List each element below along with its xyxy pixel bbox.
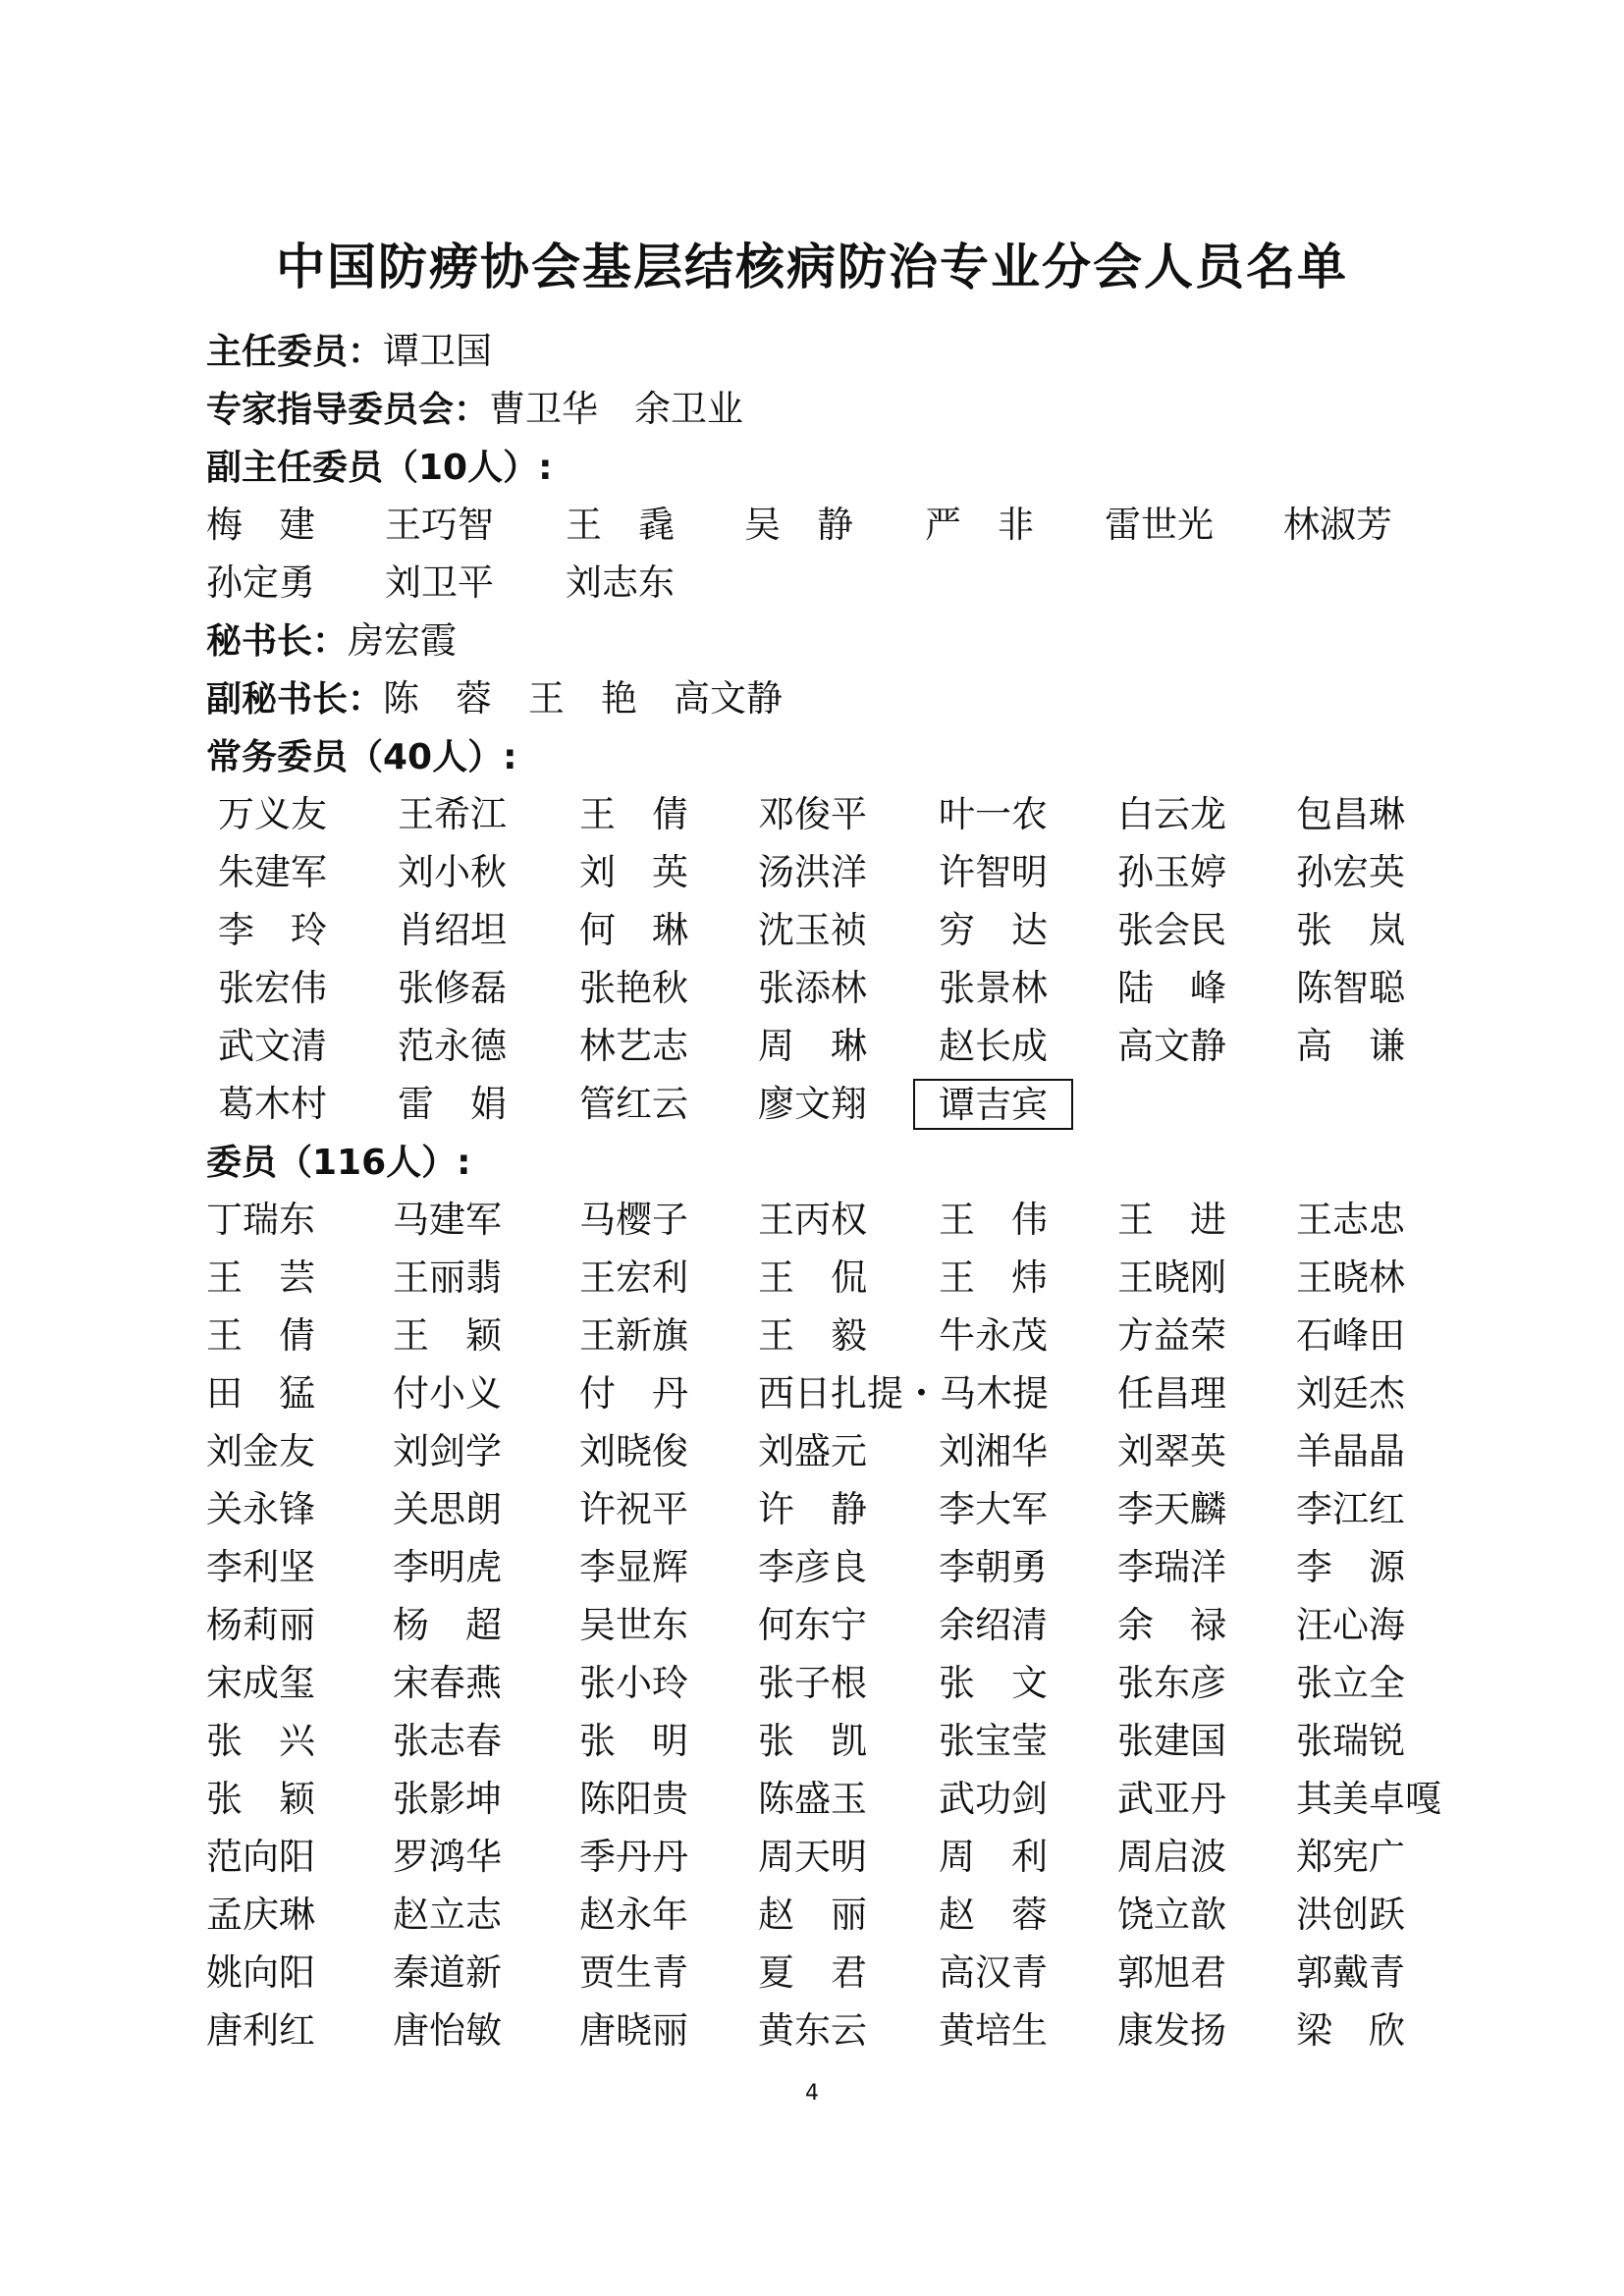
member-name: 王宏利 [579, 1256, 688, 1299]
member-name: 何东宁 [758, 1604, 867, 1646]
member-name: 赵立志 [393, 1894, 502, 1936]
member-name: 张小玲 [579, 1662, 688, 1704]
standing-member-name: 范永德 [398, 1025, 507, 1067]
expert-committee-label: 专家指导委员会： [206, 390, 490, 430]
standing-member-name: 刘小秋 [398, 851, 507, 893]
standing-member-name: 林艺志 [579, 1025, 688, 1067]
vice-directors-label: 副主任委员（10人）: [206, 448, 553, 488]
standing-member-name: 廖文翔 [758, 1083, 867, 1125]
member-name: 张宝莹 [939, 1720, 1048, 1762]
member-name: 李天麟 [1117, 1488, 1226, 1530]
member-name: 田 猛 [206, 1372, 315, 1415]
member-name: 余绍清 [939, 1604, 1048, 1646]
vice-director-name: 孙定勇 [206, 561, 315, 604]
page-title: 中国防痨协会基层结核病防治专业分会人员名单 [276, 238, 1348, 295]
standing-member-name: 陆 峰 [1117, 967, 1226, 1009]
standing-member-name: 孙玉婷 [1117, 851, 1226, 893]
page-number: 4 [805, 2081, 819, 2106]
standing-member-name: 张添林 [758, 967, 867, 1009]
member-name: 刘湘华 [939, 1430, 1048, 1472]
member-name: 张 凯 [758, 1720, 867, 1762]
member-name: 高汉青 [939, 1951, 1048, 1994]
member-name: 刘翠英 [1117, 1430, 1226, 1472]
member-name: 武亚丹 [1117, 1778, 1226, 1820]
member-name: 贾生青 [579, 1951, 688, 1994]
member-name: 宋成玺 [206, 1662, 315, 1704]
secretary-general-label: 秘书长： [206, 621, 349, 662]
member-name: 李彦良 [758, 1546, 867, 1588]
standing-member-name: 肖绍坦 [398, 909, 507, 951]
member-name: 汪心海 [1296, 1604, 1405, 1646]
member-name: 唐晓丽 [579, 2009, 688, 2052]
member-name: 赵永年 [579, 1894, 688, 1936]
standing-member-name: 张景林 [939, 967, 1048, 1009]
member-name: 黄培生 [939, 2009, 1048, 2052]
member-name: 王新旗 [579, 1314, 688, 1357]
member-name: 刘廷杰 [1296, 1372, 1405, 1415]
standing-member-name: 赵长成 [939, 1025, 1048, 1067]
member-name: 唐怡敏 [393, 2009, 502, 2052]
standing-member-name: 万义友 [218, 793, 327, 835]
member-name: 关思朗 [393, 1488, 502, 1530]
vice-director-name: 吴 静 [744, 504, 853, 546]
member-name: 赵 丽 [758, 1894, 867, 1936]
member-name: 羊晶晶 [1296, 1430, 1405, 1472]
vice-director-name: 雷世光 [1105, 504, 1214, 546]
member-name: 王丙权 [758, 1199, 867, 1241]
standing-member-name: 张 岚 [1296, 909, 1405, 951]
standing-member-name: 许智明 [939, 851, 1048, 893]
member-name: 李瑞洋 [1117, 1546, 1226, 1588]
standing-member-name: 谭吉宾 [913, 1079, 1073, 1130]
standing-member-name: 叶一农 [939, 793, 1048, 835]
member-name: 丁瑞东 [206, 1199, 315, 1241]
member-name: 周天明 [758, 1836, 867, 1878]
deputy-secretary-label: 副秘书长： [206, 679, 384, 720]
standing-member-name: 包昌琳 [1296, 793, 1405, 835]
member-name: 宋春燕 [393, 1662, 502, 1704]
member-name: 李 源 [1296, 1546, 1405, 1588]
standing-member-name: 管红云 [579, 1083, 688, 1125]
member-name: 牛永茂 [939, 1314, 1048, 1357]
member-name: 张影坤 [393, 1778, 502, 1820]
standing-member-name: 张会民 [1117, 909, 1226, 951]
member-name: 李朝勇 [939, 1546, 1048, 1588]
member-name: 王 芸 [206, 1256, 315, 1299]
member-name: 其美卓嘎 [1296, 1778, 1441, 1820]
vice-director-name: 王巧智 [385, 504, 494, 546]
standing-member-name: 沈玉祯 [758, 909, 867, 951]
member-name: 王 颖 [393, 1314, 502, 1357]
standing-members-label: 常务委员（40人）: [206, 737, 517, 777]
member-name: 李江红 [1296, 1488, 1405, 1530]
secretary-general-line [206, 615, 457, 667]
member-name: 王 侃 [758, 1256, 867, 1299]
member-name: 范向阳 [206, 1836, 315, 1878]
member-name: 黄东云 [758, 2009, 867, 2052]
member-name: 吴世东 [579, 1604, 688, 1646]
member-name: 许 静 [758, 1488, 867, 1530]
member-name: 刘金友 [206, 1430, 315, 1472]
member-name: 余 禄 [1117, 1604, 1226, 1646]
deputy-secretary-names: 陈 蓉 王 艳 高文静 [383, 677, 784, 720]
member-name: 付 丹 [579, 1372, 688, 1415]
member-name: 郭戴青 [1296, 1951, 1405, 1994]
standing-member-name: 朱建军 [218, 851, 327, 893]
member-name: 王晓刚 [1117, 1256, 1226, 1299]
vice-director-name: 严 非 [925, 504, 1034, 546]
member-name: 陈阳贵 [579, 1778, 688, 1820]
member-name: 季丹丹 [579, 1836, 688, 1878]
director-line [206, 326, 492, 377]
member-name: 郭旭君 [1117, 1951, 1226, 1994]
member-name: 付小义 [393, 1372, 502, 1415]
member-name: 石峰田 [1296, 1314, 1405, 1357]
member-name: 陈盛玉 [758, 1778, 867, 1820]
member-name: 张 明 [579, 1720, 688, 1762]
vice-director-name: 王 毳 [566, 504, 675, 546]
member-name: 李大军 [939, 1488, 1048, 1530]
member-name: 康发扬 [1117, 2009, 1226, 2052]
member-name: 武功剑 [939, 1778, 1048, 1820]
member-name: 张立全 [1296, 1662, 1405, 1704]
member-name: 赵 蓉 [939, 1894, 1048, 1936]
member-name: 方益荣 [1117, 1314, 1226, 1357]
standing-member-name: 白云龙 [1117, 793, 1226, 835]
director-label: 主任委员： [206, 332, 384, 372]
standing-member-name: 王希江 [398, 793, 507, 835]
member-name: 任昌理 [1117, 1372, 1226, 1415]
member-name: 杨 超 [393, 1604, 502, 1646]
standing-member-name: 邓俊平 [758, 793, 867, 835]
standing-member-name: 武文清 [218, 1025, 327, 1067]
member-name: 王 伟 [939, 1199, 1048, 1241]
member-name: 张 文 [939, 1662, 1048, 1704]
member-name: 周 利 [939, 1836, 1048, 1878]
vice-director-name: 刘卫平 [385, 561, 494, 604]
member-name: 李利坚 [206, 1546, 315, 1588]
member-name: 孟庆琳 [206, 1894, 315, 1936]
member-name: 关永锋 [206, 1488, 315, 1530]
vice-director-name: 梅 建 [206, 504, 315, 546]
member-name: 刘晓俊 [579, 1430, 688, 1472]
members-label: 委员（116人）: [206, 1143, 471, 1183]
deputy-secretary-line [206, 673, 783, 724]
member-name: 张 颖 [206, 1778, 315, 1820]
standing-member-name: 张修磊 [398, 967, 507, 1009]
member-name: 张建国 [1117, 1720, 1226, 1762]
director-name: 谭卫国 [383, 330, 493, 372]
standing-member-name: 周 琳 [758, 1025, 867, 1067]
member-name: 洪创跃 [1296, 1894, 1405, 1936]
member-name: 王丽翡 [393, 1256, 502, 1299]
standing-member-name: 陈智聪 [1296, 967, 1405, 1009]
member-name: 王 毅 [758, 1314, 867, 1357]
standing-member-name: 刘 英 [579, 851, 688, 893]
vice-directors-heading [206, 442, 553, 493]
member-name: 饶立歆 [1117, 1894, 1226, 1936]
standing-member-name: 张宏伟 [218, 967, 327, 1009]
member-name: 夏 君 [758, 1951, 867, 1994]
member-name: 李显辉 [579, 1546, 688, 1588]
members-heading [206, 1137, 471, 1188]
member-name: 杨莉丽 [206, 1604, 315, 1646]
member-name: 张子根 [758, 1662, 867, 1704]
standing-member-name: 何 琳 [579, 909, 688, 951]
standing-member-name: 汤洪洋 [758, 851, 867, 893]
standing-member-name: 孙宏英 [1296, 851, 1405, 893]
standing-member-name: 雷 娟 [398, 1083, 507, 1125]
vice-director-name: 林淑芳 [1283, 504, 1392, 546]
member-name: 张志春 [393, 1720, 502, 1762]
standing-member-name: 张艳秋 [579, 967, 688, 1009]
member-name: 王志忠 [1296, 1199, 1405, 1241]
member-name: 秦道新 [393, 1951, 502, 1994]
member-name: 刘盛元 [758, 1430, 867, 1472]
member-name: 李明虎 [393, 1546, 502, 1588]
member-name: 王晓林 [1296, 1256, 1405, 1299]
member-name: 张东彦 [1117, 1662, 1226, 1704]
standing-members-heading [206, 731, 517, 782]
member-name: 马樱子 [579, 1199, 688, 1241]
standing-member-name: 李 玲 [218, 909, 327, 951]
member-name: 张 兴 [206, 1720, 315, 1762]
member-name: 姚向阳 [206, 1951, 315, 1994]
member-name: 张瑞锐 [1296, 1720, 1405, 1762]
secretary-general-name: 房宏霞 [348, 619, 458, 662]
member-name: 王 进 [1117, 1199, 1226, 1241]
standing-member-name: 高 谦 [1296, 1025, 1405, 1067]
member-name: 周启波 [1117, 1836, 1226, 1878]
standing-member-name: 穷 达 [939, 909, 1048, 951]
member-name: 王 炜 [939, 1256, 1048, 1299]
member-name: 梁 欣 [1296, 2009, 1405, 2052]
member-name: 郑宪广 [1296, 1836, 1405, 1878]
standing-member-name: 高文静 [1117, 1025, 1226, 1067]
member-name: 刘剑学 [393, 1430, 502, 1472]
standing-member-name: 葛木村 [218, 1083, 327, 1125]
member-name: 西日扎提・马木提 [758, 1372, 1049, 1415]
expert-committee-line [206, 384, 743, 435]
standing-member-name: 王 倩 [579, 793, 688, 835]
member-name: 唐利红 [206, 2009, 315, 2052]
member-name: 王 倩 [206, 1314, 315, 1357]
member-name: 罗鸿华 [393, 1836, 502, 1878]
expert-committee-names: 曹卫华 余卫业 [489, 388, 744, 430]
member-name: 许祝平 [579, 1488, 688, 1530]
vice-director-name: 刘志东 [566, 561, 675, 604]
member-name: 马建军 [393, 1199, 502, 1241]
